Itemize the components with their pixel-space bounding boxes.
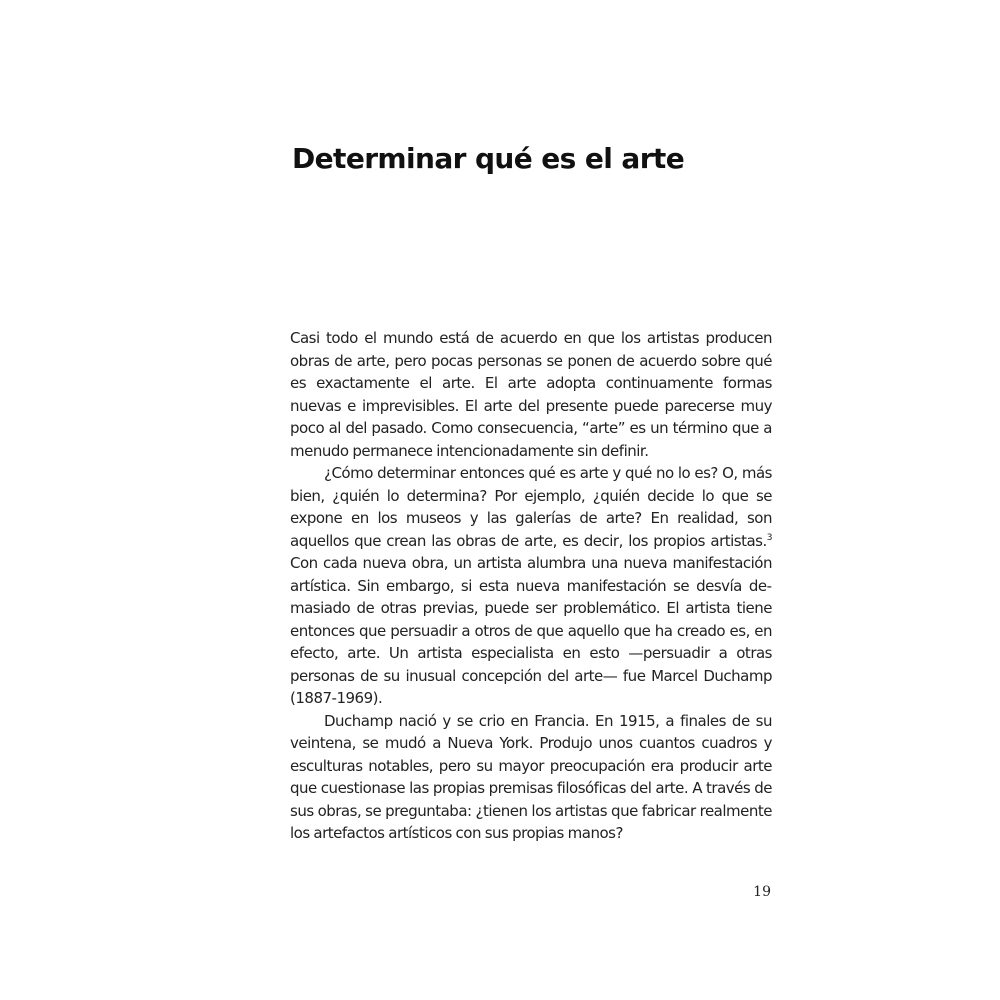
chapter-title: Determinar qué es el arte (292, 142, 685, 175)
footnote-reference: 3 (766, 532, 772, 543)
paragraph-3: Duchamp nació y se crio en Francia. En 1915, a finales de su veintena, se mudó a Nueva York. Produjo unos cuantos cuadros y esculturas notables, pero su mayor preocupación era producir arte que cuestionase las propias premisas filosóficas del arte. A través de sus obras, se preguntaba: ¿tienen los artistas que fabricar realmente los artefactos artísticos con sus propias manos? (290, 711, 772, 842)
page-number: 19 (753, 884, 771, 900)
paragraph-2-text-before-ref: ¿Cómo determinar entonces qué es arte y qué no lo es? O, más bien, ¿quién lo determina? Por ejemplo, ¿quién decide lo que se expone en los museos y las galerías de arte? En realidad, son aquellos que crean las obras de arte, es decir, los propios artistas. (290, 464, 772, 550)
paragraph-1: Casi todo el mundo está de acuerdo en que los artistas producen obras de arte, pero pocas personas se ponen de acuerdo sobre qué es exactamente el arte. El arte adopta continuamente formas nuevas e imprevisibles. El arte del presente puede parecerse muy poco al del pasado. Como consecuencia, “arte” es un término que a menudo permanece intencionadamente sin definir. (290, 329, 772, 460)
body-text (290, 327, 772, 845)
paragraph-2-text-after-ref: Con cada nueva obra, un artista alumbra una nueva manifestación artística. Sin embargo, si esta nueva manifestación se desvía demasiado de otras previas, puede ser problemático. El artista tiene entonces que persuadir a otros de que aquello que ha creado es, en efecto, arte. Un artista especialista en esto —persuadir a otras personas de su inusual concepción del arte— fue Marcel Duchamp (1887-1969). (290, 554, 772, 707)
paragraph-2 (290, 462, 772, 710)
